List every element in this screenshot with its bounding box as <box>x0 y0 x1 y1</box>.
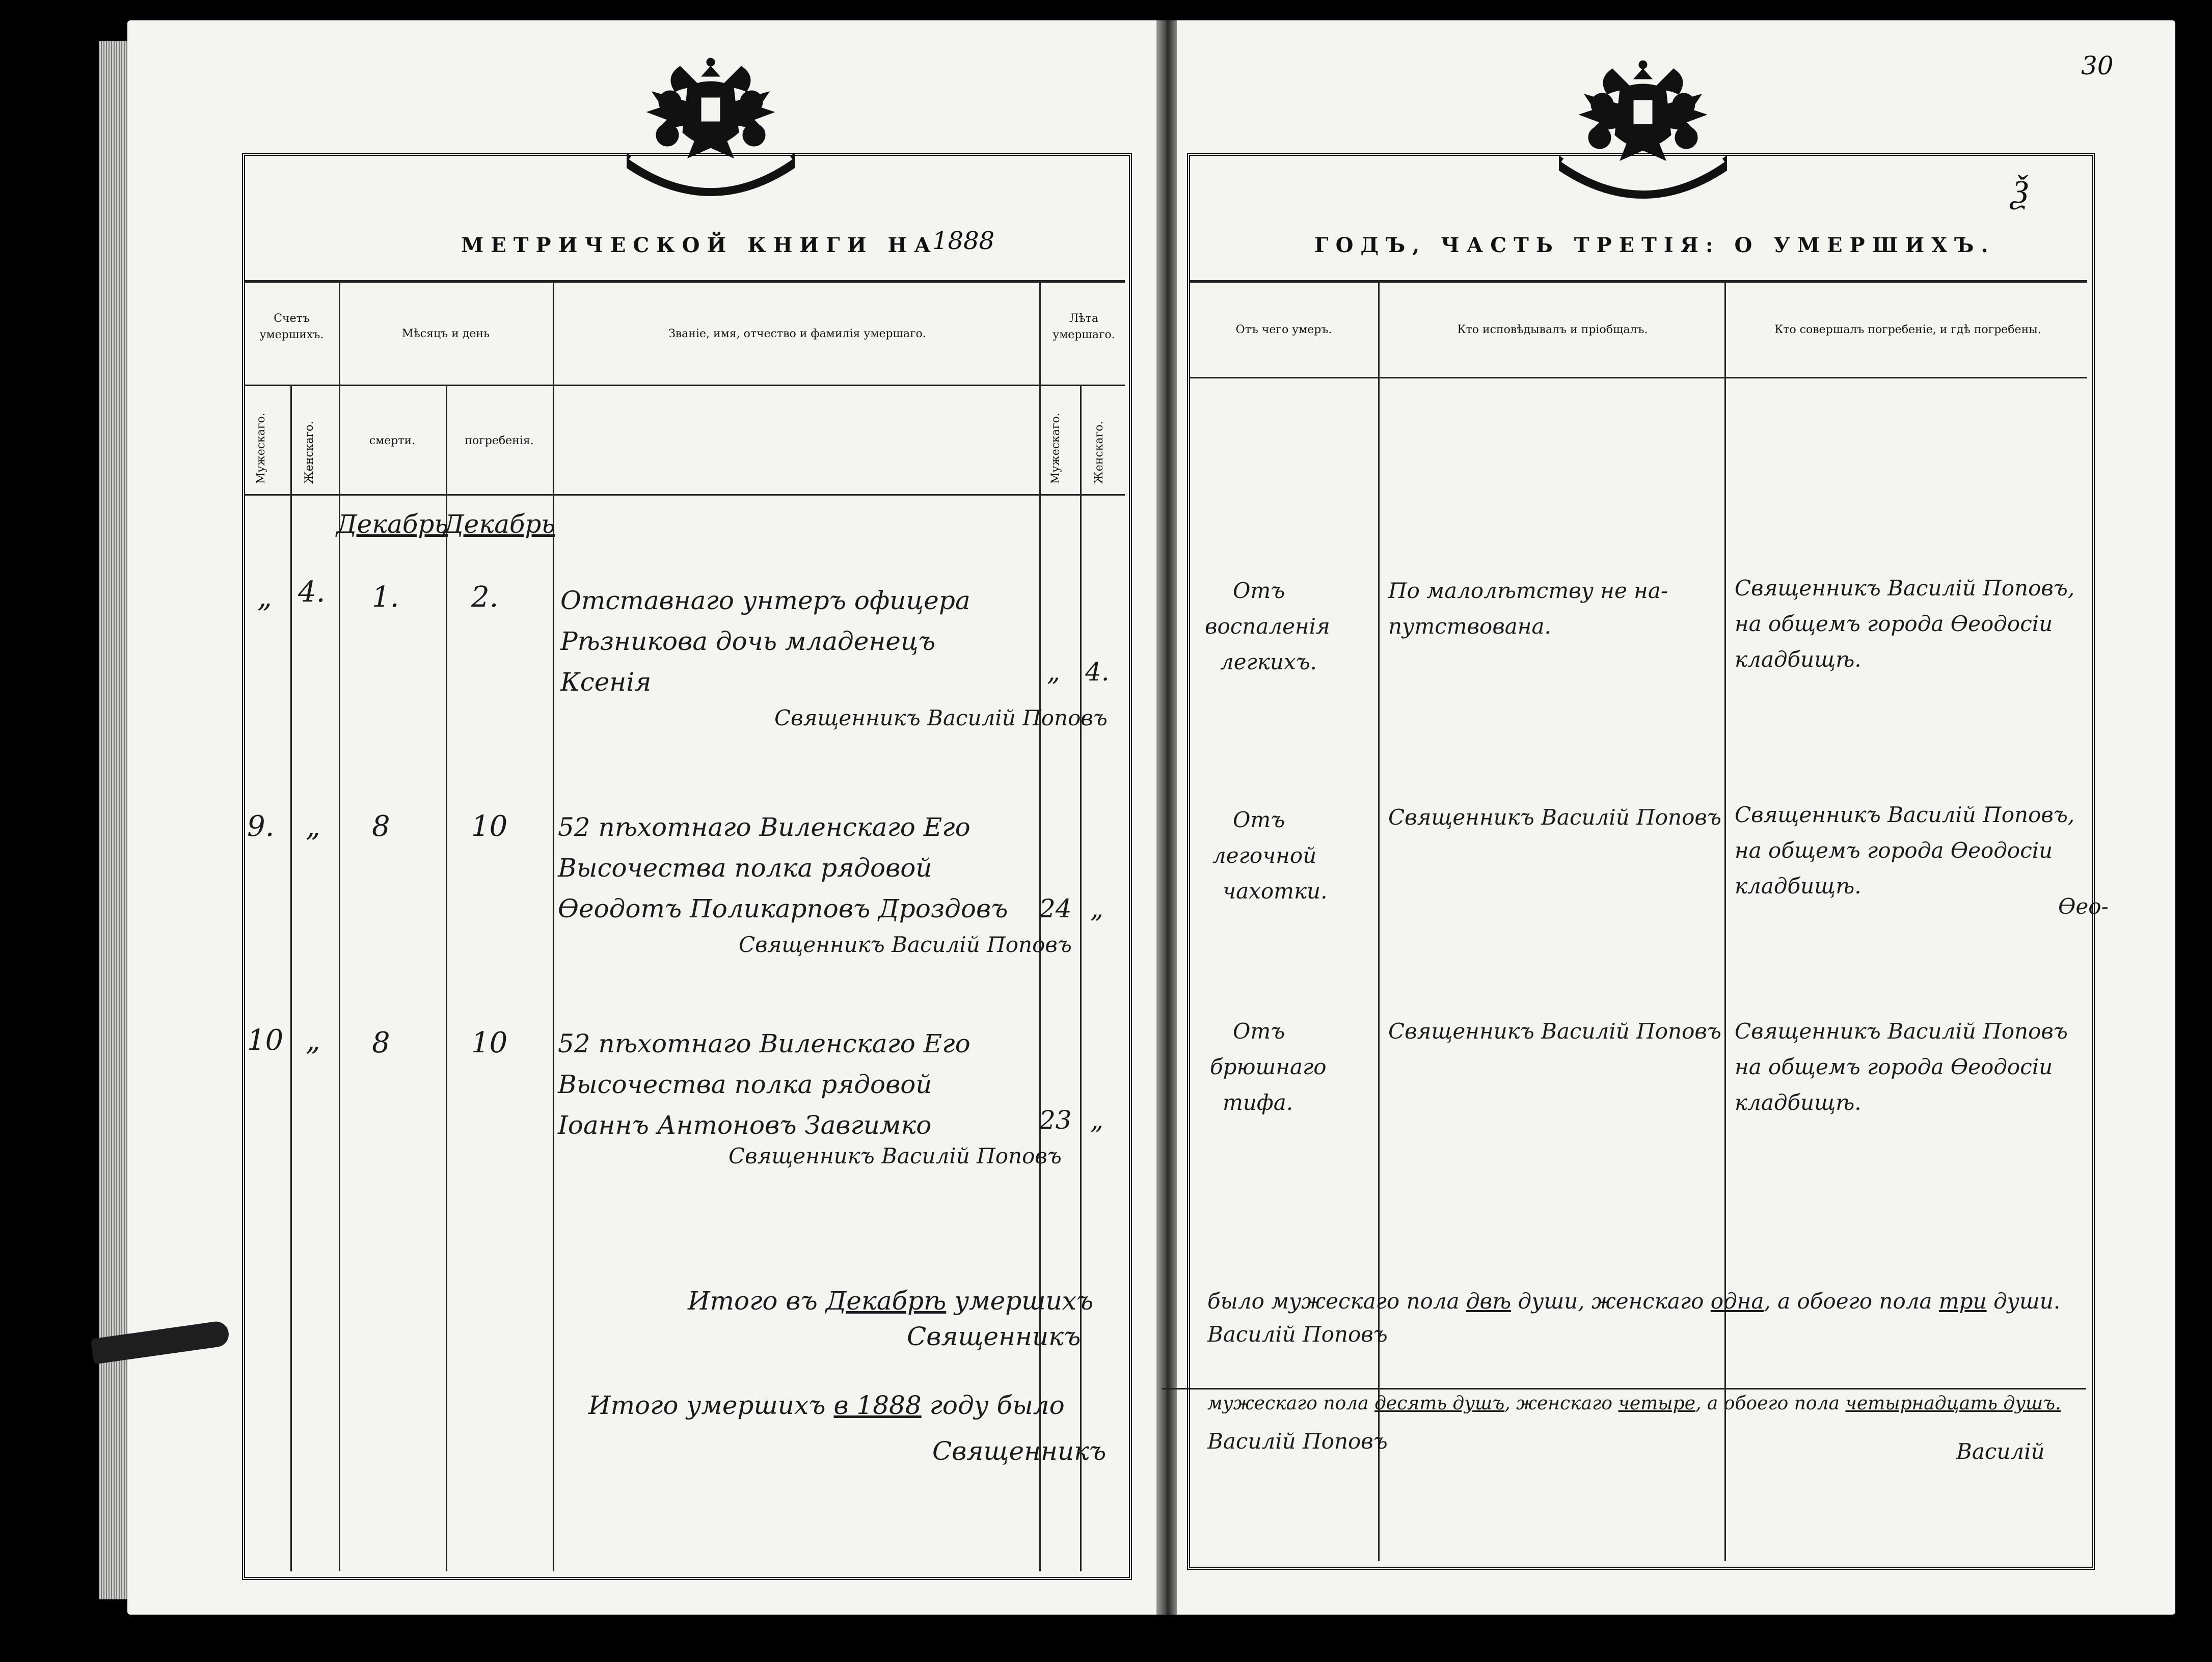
record-2-cause-line: легочной <box>1212 843 1317 868</box>
summary-december-right-line1: было мужескаго пола двѣ души, женскаго одна, а обоего пола три души. <box>1207 1289 2061 1314</box>
record-3-confession-line: Священникъ Василій Поповъ <box>1388 1019 1721 1044</box>
record-3-age-female: „ <box>1090 1105 1103 1135</box>
record-3-burial-line: на общемъ города Ѳеодосіи <box>1735 1054 2053 1079</box>
corner-mark: Ѯ <box>2012 173 2029 211</box>
summary-december-left-line1: Итого въ Декабрѣ умершихъ <box>688 1286 1094 1316</box>
record-2-age-female: „ <box>1090 894 1103 923</box>
record-1-male-no: „ <box>257 581 273 614</box>
col-header-cause: Отъ чего умеръ. <box>1235 323 1332 336</box>
record-2-burial-line: Священникъ Василій Поповъ, <box>1735 802 2075 827</box>
record-1-signature: Священникъ Василій Поповъ <box>774 705 1108 730</box>
book-page-edges <box>99 41 130 1599</box>
record-1-age-female: 4. <box>1085 657 1110 687</box>
record-2-age-male: 24 <box>1039 894 1072 923</box>
record-1-burial-line: Священникъ Василій Поповъ, <box>1735 576 2075 601</box>
record-1-name-line: Отставнаго унтеръ офицера <box>560 586 970 615</box>
record-3-cause-line: тифа. <box>1223 1090 1293 1115</box>
record-3-burial-line: кладбищѣ. <box>1735 1090 1862 1115</box>
col-header-age-female: Женскаго. <box>1093 421 1105 484</box>
record-2-signature: Священникъ Василій Поповъ <box>739 932 1072 957</box>
record-2-cause-line: Отъ <box>1233 807 1285 832</box>
month-label-burial: Декабрь <box>443 509 555 539</box>
record-3-signature: Священникъ Василій Поповъ <box>729 1143 1062 1168</box>
record-2-name-line: 52 пѣхотнаго Виленскаго Его <box>558 812 970 842</box>
summary-december-right-line2: Василій Поповъ <box>1207 1322 1388 1347</box>
record-1-death-day: 1. <box>372 581 399 614</box>
record-1-age-male: „ <box>1047 657 1060 687</box>
record-3-burial-line: Священникъ Василій Поповъ <box>1735 1019 2068 1044</box>
record-2-burial-day: 10 <box>471 810 508 843</box>
left-col-line <box>553 283 554 1571</box>
left-col-line <box>446 385 447 1571</box>
right-header-bottom <box>1190 377 2087 378</box>
record-3-male-no: 10 <box>247 1024 284 1057</box>
record-2-name-line: Ѳеодотъ Поликарповъ Дроздовъ <box>558 894 1008 923</box>
record-2-name-line: Высочества полка рядовой <box>558 853 932 883</box>
record-2-cause-line: чахотки. <box>1223 879 1328 904</box>
left-subheader-divider <box>245 385 1125 386</box>
left-col-line <box>339 283 340 1571</box>
book-spine <box>1156 20 1177 1615</box>
col-header-burial: погребенія. <box>465 434 534 447</box>
left-col-line <box>1039 283 1041 1571</box>
record-3-death-day: 8 <box>372 1026 390 1059</box>
col-header-confession: Кто исповѣдывалъ и пріобщалъ. <box>1457 323 1648 336</box>
record-3-cause-line: Отъ <box>1233 1019 1285 1044</box>
record-3-cause-line: брюшнаго <box>1210 1054 1327 1079</box>
record-1-female-no: 4. <box>298 576 326 609</box>
record-3-burial-day: 10 <box>471 1026 508 1059</box>
record-1-burial-day: 2. <box>471 581 499 614</box>
summary-year-right-line2: Василій Поповъ <box>1207 1429 1388 1454</box>
left-header-divider <box>245 280 1125 283</box>
record-1-burial-line: на общемъ города Ѳеодосіи <box>1735 611 2053 636</box>
col-header-age-male: Мужескаго. <box>1049 413 1062 484</box>
record-3-name-line: Іоаннъ Антоновъ Завгимко <box>558 1110 932 1140</box>
summary-year-right-line2-end: Василій <box>1956 1439 2045 1464</box>
record-3-female-no: „ <box>306 1024 321 1057</box>
record-1-cause-line: Отъ <box>1233 578 1285 603</box>
record-3-name-line: Высочества полка рядовой <box>558 1070 932 1099</box>
col-header-count-female: Женскаго. <box>303 421 316 484</box>
col-header-age: Лѣта умершаго. <box>1053 312 1115 341</box>
right-col-line <box>1724 283 1726 1561</box>
col-header-name: Званіе, имя, отчество и фамилія умершаго. <box>668 328 926 340</box>
record-2-burial-line: кладбищѣ. <box>1735 874 1862 898</box>
page-number: 30 <box>2081 51 2114 80</box>
right-col-line <box>1378 283 1380 1561</box>
summary-year-left-line1: Итого умершихъ в 1888 году было <box>588 1391 1065 1420</box>
right-page-title: ГОДЪ, ЧАСТЬ ТРЕТІЯ: О УМЕРШИХЪ. <box>1314 233 1995 257</box>
record-2-male-no: 9. <box>247 810 275 843</box>
col-header-count: Счетъ умершихъ. <box>259 312 324 341</box>
summary-year-left-line2: Священникъ <box>932 1436 1107 1466</box>
record-3-name-line: 52 пѣхотнаго Виленскаго Его <box>558 1029 970 1058</box>
month-label-death: Декабрь <box>336 509 448 539</box>
left-page-title: МЕТРИЧЕСКОЙ КНИГИ НА <box>461 233 938 257</box>
register-year: 1888 <box>932 227 995 255</box>
margin-note: Ѳео- <box>2058 894 2109 919</box>
summary-december-left-line2: Священникъ <box>907 1322 1081 1351</box>
record-1-cause-line: воспаленія <box>1205 614 1330 639</box>
record-2-burial-line: на общемъ города Ѳеодосіи <box>1735 838 2053 863</box>
left-col-line <box>1080 385 1082 1571</box>
record-1-confession-line: путствована. <box>1388 614 1551 639</box>
left-col-line <box>290 385 292 1571</box>
record-1-name-line: Рѣзникова дочь младенецъ <box>560 626 936 656</box>
col-header-burial-by: Кто совершалъ погребеніе, и гдѣ погребены. <box>1774 323 2041 336</box>
right-header-divider <box>1190 280 2087 283</box>
record-2-confession-line: Священникъ Василій Поповъ <box>1388 805 1721 830</box>
record-2-death-day: 8 <box>372 810 390 843</box>
left-header-bottom <box>245 494 1125 496</box>
col-header-death: смерти. <box>369 434 416 447</box>
record-1-cause-line: легкихъ. <box>1220 649 1317 674</box>
record-2-female-no: „ <box>306 810 321 843</box>
summary-year-right-line1: мужескаго пола десять душъ, женскаго четыре, а обоего пола четырнадцать душъ. <box>1207 1393 2061 1414</box>
col-header-month-day: Мѣсяцъ и день <box>402 328 490 340</box>
col-header-count-male: Мужескаго. <box>255 413 267 484</box>
record-1-name-line: Ксенія <box>560 667 652 697</box>
record-3-age-male: 23 <box>1039 1105 1072 1135</box>
record-1-burial-line: кладбищѣ. <box>1735 647 1862 672</box>
record-1-confession-line: По малолѣтству не на- <box>1388 578 1668 603</box>
summary-divider <box>1162 1388 2086 1389</box>
